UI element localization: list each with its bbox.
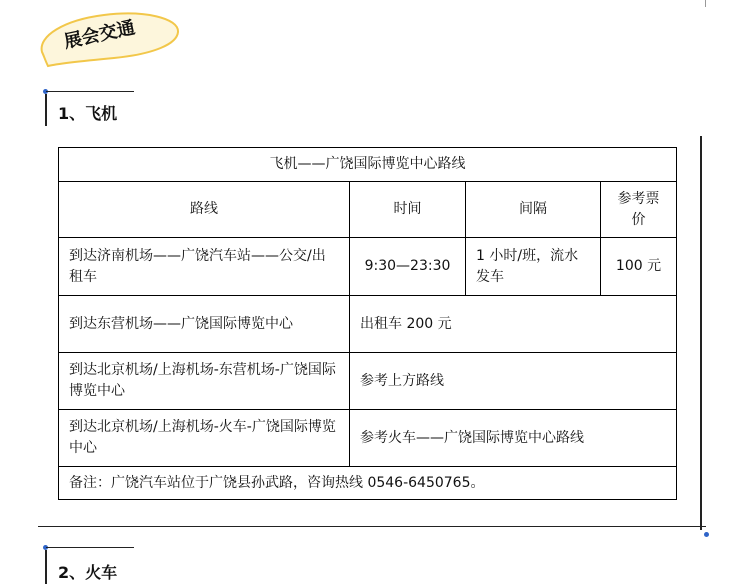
table-row (59, 296, 677, 353)
header-time: 时间 (350, 182, 466, 238)
table-row (59, 410, 677, 467)
info-cell: 参考火车——广饶国际博览中心路线 (350, 410, 677, 467)
page-right-margin-line (700, 136, 702, 530)
badge-title: 展会交通 (62, 17, 137, 53)
price-cell: 100 元 (601, 238, 677, 296)
heading-underline (46, 91, 134, 92)
table-note: 备注：广饶汽车站位于广饶县孙武路，咨询热线 0546-6450765。 (59, 467, 677, 500)
page-margin-mark (705, 0, 706, 7)
info-cell: 参考上方路线 (350, 353, 677, 410)
section-badge (34, 8, 184, 70)
header-price: 参考票价 (601, 182, 677, 238)
table-note-row (59, 467, 677, 500)
header-interval: 间隔 (466, 182, 601, 238)
table-title: 飞机——广饶国际博览中心路线 (59, 148, 677, 182)
route-table (58, 147, 677, 500)
section-heading-plane: 1、飞机 (58, 104, 118, 123)
corner-marker-dot (704, 532, 709, 537)
heading-bar (45, 550, 47, 584)
table-row (59, 353, 677, 410)
page-bottom-margin-line (38, 526, 706, 527)
route-cell: 到达东营机场——广饶国际博览中心 (59, 296, 350, 353)
section-heading-train: 2、火车 (58, 563, 118, 582)
header-route: 路线 (59, 182, 350, 238)
route-cell: 到达北京机场/上海机场-东营机场-广饶国际博览中心 (59, 353, 350, 410)
table-header-row (59, 182, 677, 238)
info-cell: 出租车 200 元 (350, 296, 677, 353)
interval-cell: 1 小时/班，流水发车 (466, 238, 601, 296)
heading-underline (46, 547, 134, 548)
time-cell: 9:30—23:30 (350, 238, 466, 296)
table-row (59, 238, 677, 296)
heading-bar (45, 94, 47, 126)
route-cell: 到达北京机场/上海机场-火车-广饶国际博览中心 (59, 410, 350, 467)
route-cell: 到达济南机场——广饶汽车站——公交/出租车 (59, 238, 350, 296)
